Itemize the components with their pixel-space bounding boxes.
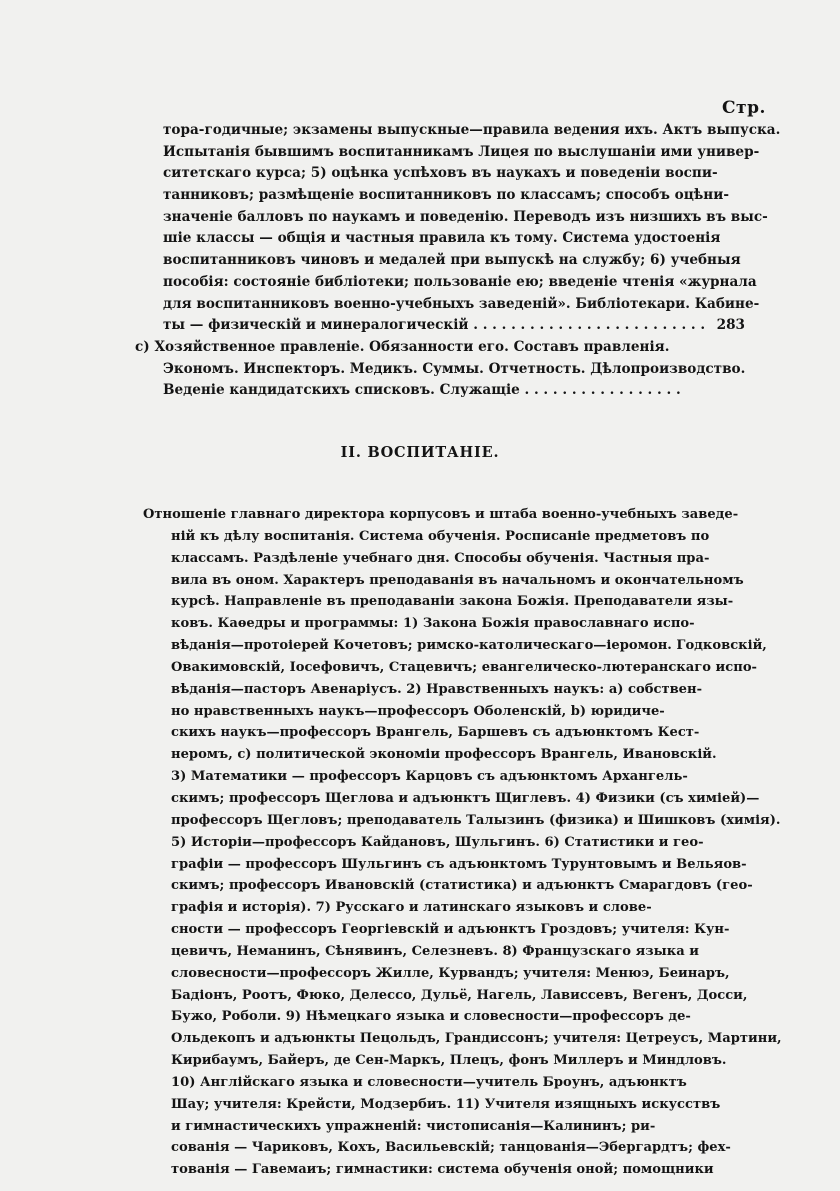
body-line: профессоръ Щегловъ; преподаватель Талызинъ (физика) и Шишковъ (химія). <box>171 812 781 828</box>
body-line: неромъ, с) политической экономіи профессоръ Врангель, Ивановскій. <box>171 747 717 763</box>
toc-line: значеніе балловъ по наукамъ и поведенію. Переводъ изъ низшихъ въ выс- <box>163 208 768 225</box>
body-line: но нравственныхъ наукъ—профессоръ Оболенскій, b) юридиче- <box>171 703 665 719</box>
body-line: Бужо, Роболи. 9) Нѣмецкаго языка и словесности—профессоръ де- <box>171 1009 691 1025</box>
body-line: Отношеніе главнаго директора корпусовъ и штаба военно-учебныхъ заведе- <box>143 507 739 522</box>
body-line: графія и исторія). 7) Русскаго и латинскаго языковъ и слове- <box>171 900 652 916</box>
toc-page-number: 283 <box>716 317 745 334</box>
body-line: сности — профессоръ Георгіевскій и адъюнктъ Гроздовъ; учителя: Кун- <box>171 922 730 938</box>
body-line: скихъ наукъ—профессоръ Врангель, Баршевъ съ адъюнктомъ Кест- <box>171 725 700 741</box>
toc-line: Испытанія бывшимъ воспитанникамъ Лицея по выслушаніи ими универ- <box>163 143 760 160</box>
toc-line: ситетскаго курса; 5) оцѣнка успѣховъ въ наукахъ и поведеніи воспи- <box>163 165 718 182</box>
toc-line: с) Хозяйственное правленіе. Обязанности его. Составъ правленія. <box>135 338 670 355</box>
body-line: скимъ; профессоръ Щеглова и адъюнктъ Щиглевъ. 4) Физики (съ химіей)— <box>171 790 760 806</box>
body-line: вѣданія—протоіерей Кочетовъ; римско-католическаго—іеромон. Годковскій, <box>171 638 767 654</box>
body-line: тованія — Гавемаиъ; гимнастики: система обученія оной; помощники <box>171 1162 714 1178</box>
body-line: классамъ. Раздѣленіе учебнаго дня. Способы обученія. Частныя пра- <box>171 550 710 566</box>
toc-line: ты — физическій и минералогическій . . . . . . . . . . . . . . . . . . . . . . . . . <box>163 317 706 334</box>
toc-line: тора-годичные; экзамены выпускные—правила ведения ихъ. Актъ выпуска. <box>163 122 781 138</box>
toc-line: Веденіе кандидатскихъ списковъ. Служащіе . . . . . . . . . . . . . . . . . <box>163 382 681 399</box>
toc-line: для воспитанниковъ военно-учебныхъ заведеній». Библіотекари. Кабине- <box>163 295 760 312</box>
body-line: скимъ; профессоръ Ивановскій (статистика) и адъюнктъ Смарагдовъ (гео- <box>171 878 753 894</box>
body-line: ній къ дѣлу воспитанія. Система обученія. Росписаніе предметовъ по <box>171 528 710 544</box>
body-line: Шау; учителя: Крейсти, Модзербиъ. 11) Учителя изящныхъ искусствъ <box>171 1096 721 1112</box>
body-line: вила въ оном. Характеръ преподаванія въ начальномъ и окончательномъ <box>171 572 744 588</box>
body-line: цевичъ, Неманинъ, Сѣнявинъ, Селезневъ. 8) Французскаго языка и <box>171 943 699 959</box>
body-line: графіи — профессоръ Шульгинъ съ адъюнктомъ Турунтовымъ и Вельяов- <box>171 856 747 872</box>
body-line: 10) Англійскаго языка и словесности—учитель Броунъ, адъюнктъ <box>171 1074 687 1090</box>
section-body <box>143 504 782 1181</box>
body-line: сованія — Чариковъ, Кохъ, Васильевскій; танцованія—Эбергардтъ; фех- <box>171 1140 731 1156</box>
toc-line: воспитанниковъ чиновъ и медалей при выпускѣ на службу; 6) учебныя <box>163 252 741 269</box>
body-line: 5) Исторіи—профессоръ Кайдановъ, Шульгинъ. 6) Статистики и гео- <box>171 834 704 850</box>
body-line: и гимнастическихъ упражненій: чистописанія—Калининъ; ри- <box>171 1118 656 1134</box>
body-line: вѣданія—пасторъ Авенаріусъ. 2) Нравственныхъ наукъ: а) собствен- <box>171 681 703 697</box>
toc-entry-with-page <box>135 315 745 337</box>
toc-line: шіе классы — общія и частныя правила къ тому. Система удостоенія <box>163 230 721 247</box>
toc-line: пособія: состояніе библіотеки; пользованіе ею; введеніе чтенія «журнала <box>163 273 757 290</box>
body-line: ковъ. Каѳедры и программы: 1) Закона Божія православнаго испо- <box>171 616 695 632</box>
body-line: Овакимовскій, Іосефовичъ, Стацевичъ; евангелическо-лютеранскаго испо- <box>171 659 757 675</box>
section-heading: II. ВОСПИТАНІЕ. <box>340 444 500 461</box>
body-line: 3) Математики — профессоръ Карцовъ съ адъюнктомъ Архангель- <box>171 769 688 785</box>
body-line: Кирибаумъ, Байеръ, де Сен-Маркъ, Плецъ, фонъ Миллеръ и Миндловъ. <box>171 1053 727 1069</box>
toc-line: танниковъ; размѣщеніе воспитанниковъ по классамъ; способъ оцѣни- <box>163 187 729 204</box>
body-line: курсѣ. Направленіе въ преподаваніи закона Божія. Преподаватели язы- <box>171 594 734 610</box>
body-line: Бадіонъ, Роотъ, Фюко, Делессо, Дульё, Нагель, Лависсевъ, Вегенъ, Досси, <box>171 987 748 1003</box>
page-column-label: Стр. <box>722 98 766 118</box>
toc-continuation <box>135 120 781 402</box>
body-line: Ольдекопъ и адъюнкты Пецольдъ, Грандиссонъ; учителя: Цетреусъ, Мартини, <box>171 1031 782 1047</box>
body-line: словесности—профессоръ Жилле, Курвандъ; учителя: Менюэ, Беинаръ, <box>171 965 730 981</box>
toc-line: Экономъ. Инспекторъ. Медикъ. Суммы. Отчетность. Дѣлопроизводство. <box>163 360 746 377</box>
